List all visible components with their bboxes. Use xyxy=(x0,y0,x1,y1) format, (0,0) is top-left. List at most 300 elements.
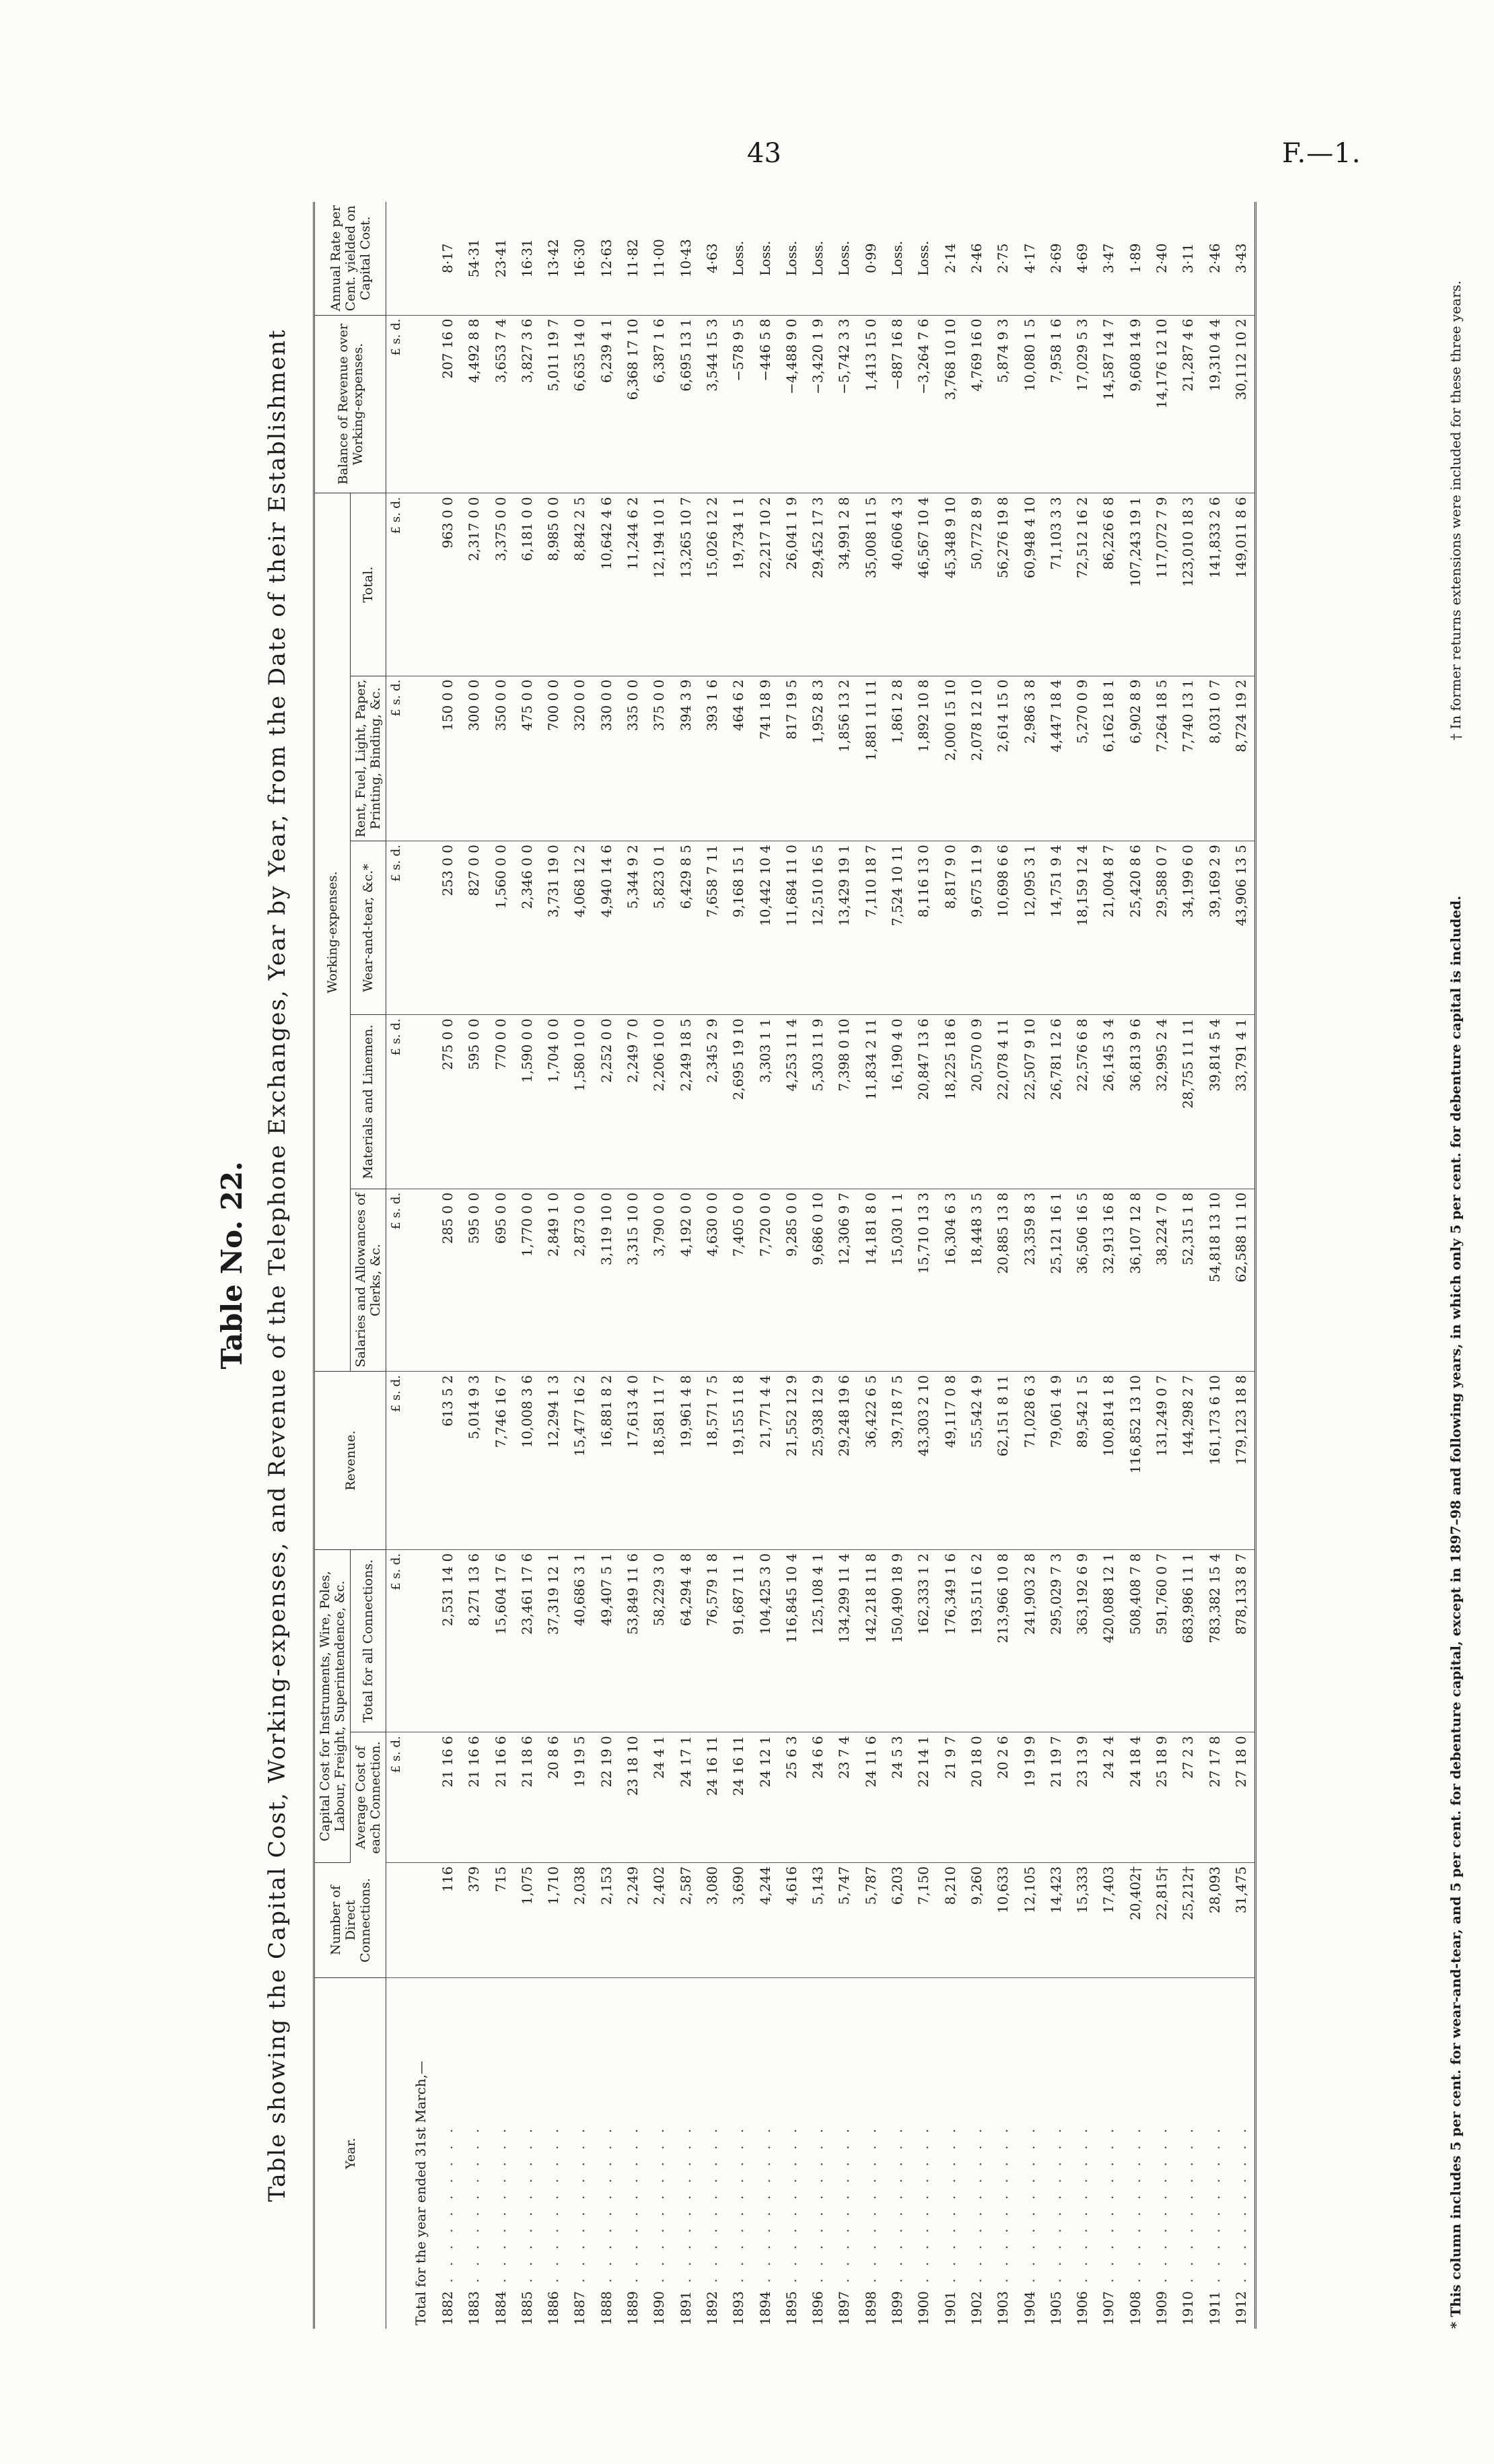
year-label: 1898 xyxy=(862,2291,879,2325)
year-cell xyxy=(937,1978,964,2329)
balance-cell: −3,420 1 9 xyxy=(805,315,831,493)
rent-cell: 817 19 5 xyxy=(779,676,805,841)
year-label: 1893 xyxy=(730,2291,747,2325)
avg-cost-cell: 24 16 11 xyxy=(699,1732,725,1863)
rent-cell: 1,952 8 3 xyxy=(805,676,831,841)
revenue-cell: 18,581 11 7 xyxy=(646,1372,672,1550)
year-cell xyxy=(1202,1978,1228,2329)
rent-cell: 1,881 11 11 xyxy=(858,676,884,841)
salaries-cell: 1,770 0 0 xyxy=(514,1189,540,1371)
year-cell xyxy=(620,1978,646,2329)
rate-cell: 4·69 xyxy=(1069,202,1096,315)
rent-cell: 1,861 2 8 xyxy=(884,676,911,841)
footnote-star: * This column includes 5 per cent. for wear-and-tear, and 5 per cent. for debenture capital, except in 1897–98 and following years, in which only 5 per cent. for debenture capital is included. xyxy=(1448,895,1464,2329)
connections-cell: 14,423 xyxy=(1043,1863,1069,1978)
avg-cost-cell: 24 5 3 xyxy=(884,1732,911,1863)
salaries-cell: 15,710 13 3 xyxy=(911,1189,937,1371)
leader-dots: . . . . . . . . . . xyxy=(915,2124,932,2292)
avg-cost-cell: 25 6 3 xyxy=(779,1732,805,1863)
rate-cell: 2·14 xyxy=(937,202,964,315)
total-cell: 40,606 4 3 xyxy=(884,493,911,676)
capital-total-cell: 104,425 3 0 xyxy=(752,1549,779,1732)
table-row xyxy=(567,202,593,2329)
revenue-cell: 116,852 13 10 xyxy=(1123,1372,1149,1550)
table-row xyxy=(858,202,884,2329)
total-all-header: Total for all Connections. xyxy=(351,1549,386,1732)
year-label: 1888 xyxy=(598,2291,614,2325)
balance-cell: 3,653 7 4 xyxy=(488,315,514,493)
capital-total-cell: 683,986 11 1 xyxy=(1175,1549,1201,1732)
avg-cost-cell: 23 7 4 xyxy=(831,1732,857,1863)
connections-cell: 1,075 xyxy=(514,1863,540,1978)
rate-cell: Loss. xyxy=(884,202,911,315)
year-label: 1905 xyxy=(1047,2291,1064,2325)
connections-cell: 2,402 xyxy=(646,1863,672,1978)
wear-cell: 4,068 12 2 xyxy=(567,841,593,1015)
connections-cell: 379 xyxy=(461,1863,487,1978)
materials-cell: 16,190 4 0 xyxy=(884,1015,911,1189)
connections-cell: 15,333 xyxy=(1069,1863,1096,1978)
salaries-cell: 9,686 0 10 xyxy=(805,1189,831,1371)
year-label: 1882 xyxy=(439,2291,456,2325)
salaries-cell: 32,913 16 8 xyxy=(1096,1189,1122,1371)
revenue-header: Revenue. xyxy=(314,1372,386,1550)
rent-cell: 700 0 0 xyxy=(540,676,567,841)
salaries-cell: 3,119 10 0 xyxy=(594,1189,620,1371)
rent-cell: 5,270 0 9 xyxy=(1069,676,1096,841)
materials-cell: 2,252 0 0 xyxy=(594,1015,620,1189)
wear-cell: 25,420 8 6 xyxy=(1123,841,1149,1015)
materials-cell: 22,507 9 10 xyxy=(1017,1015,1043,1189)
leader-dots: . . . . . . . . . . xyxy=(941,2124,958,2292)
salaries-cell: 62,588 11 10 xyxy=(1228,1189,1256,1371)
wear-cell: 12,095 3 1 xyxy=(1017,841,1043,1015)
rate-cell: 4·17 xyxy=(1017,202,1043,315)
leader-dots: . . . . . . . . . . xyxy=(466,2124,483,2292)
year-cell xyxy=(752,1978,779,2329)
revenue-cell: 49,117 0 8 xyxy=(937,1372,964,1550)
avg-cost-cell: 21 16 6 xyxy=(488,1732,514,1863)
connections-cell: 17,403 xyxy=(1096,1863,1122,1978)
balance-cell: −887 16 8 xyxy=(884,315,911,493)
unit-label: £ s. d. xyxy=(386,841,407,1015)
wear-cell: 29,588 0 7 xyxy=(1149,841,1175,1015)
total-cell: 60,948 4 10 xyxy=(1017,493,1043,676)
salaries-cell: 36,107 12 8 xyxy=(1123,1189,1149,1371)
year-cell xyxy=(1149,1978,1175,2329)
leader-dots: . . . . . . . . . . xyxy=(730,2124,747,2292)
total-cell: 117,072 7 9 xyxy=(1149,493,1175,676)
wear-cell: 8,116 13 0 xyxy=(911,841,937,1015)
salaries-cell: 23,359 8 3 xyxy=(1017,1189,1043,1371)
avg-cost-cell: 27 17 8 xyxy=(1202,1732,1228,1863)
balance-cell: 6,368 17 10 xyxy=(620,315,646,493)
materials-cell: 1,704 0 0 xyxy=(540,1015,567,1189)
avg-cost-cell: 21 18 6 xyxy=(514,1732,540,1863)
salaries-cell: 4,192 0 0 xyxy=(673,1189,699,1371)
salaries-cell: 595 0 0 xyxy=(461,1189,487,1371)
leader-dots: . . . . . . . . . . xyxy=(995,2124,1011,2292)
avg-cost-cell: 24 17 1 xyxy=(673,1732,699,1863)
capital-total-cell: 591,760 0 7 xyxy=(1149,1549,1175,1732)
revenue-cell: 55,542 4 9 xyxy=(964,1372,990,1550)
salaries-cell: 285 0 0 xyxy=(435,1189,461,1371)
materials-cell: 2,206 10 0 xyxy=(646,1015,672,1189)
wear-cell: 9,675 11 9 xyxy=(964,841,990,1015)
table-row xyxy=(831,202,857,2329)
rate-cell: Loss. xyxy=(752,202,779,315)
materials-cell: 2,345 2 9 xyxy=(699,1015,725,1189)
year-cell xyxy=(699,1978,725,2329)
connections-cell: 12,105 xyxy=(1017,1863,1043,1978)
rate-cell: Loss. xyxy=(725,202,752,315)
materials-cell: 4,253 11 4 xyxy=(779,1015,805,1189)
table-row xyxy=(488,202,514,2329)
balance-cell: −5,742 3 3 xyxy=(831,315,857,493)
leader-dots: . . . . . . . . . . xyxy=(968,2124,985,2292)
total-cell: 8,985 0 0 xyxy=(540,493,567,676)
year-label: 1907 xyxy=(1100,2291,1117,2325)
leader-dots: . . . . . . . . . . xyxy=(1206,2124,1223,2292)
footnote-dagger: † In former returns extensions were included for these three years. xyxy=(1448,280,1464,740)
year-label: 1901 xyxy=(941,2291,958,2325)
table-row xyxy=(752,202,779,2329)
materials-cell: 20,570 0 9 xyxy=(964,1015,990,1189)
avg-cost-cell: 21 9 7 xyxy=(937,1732,964,1863)
materials-cell: 7,398 0 10 xyxy=(831,1015,857,1189)
salaries-cell: 25,121 16 1 xyxy=(1043,1189,1069,1371)
year-cell xyxy=(805,1978,831,2329)
materials-cell: 28,755 11 11 xyxy=(1175,1015,1201,1189)
connections-cell: 20,402† xyxy=(1123,1863,1149,1978)
capital-total-cell: 176,349 1 6 xyxy=(937,1549,964,1732)
revenue-cell: 21,771 4 4 xyxy=(752,1372,779,1550)
revenue-cell: 100,814 1 8 xyxy=(1096,1372,1122,1550)
revenue-cell: 89,542 1 5 xyxy=(1069,1372,1096,1550)
balance-cell: 30,112 10 2 xyxy=(1228,315,1256,493)
leader-dots: . . . . . . . . . . xyxy=(625,2124,641,2292)
salaries-cell: 16,304 6 3 xyxy=(937,1189,964,1371)
footnotes xyxy=(1447,202,1464,2329)
connections-cell: 1,710 xyxy=(540,1863,567,1978)
year-label: 1902 xyxy=(968,2291,985,2325)
rent-cell: 1,856 13 2 xyxy=(831,676,857,841)
rate-cell: 8·17 xyxy=(435,202,461,315)
year-cell xyxy=(1043,1978,1069,2329)
year-cell xyxy=(1228,1978,1256,2329)
capital-total-cell: 15,604 17 6 xyxy=(488,1549,514,1732)
salaries-header: Salaries and Allowances of Clerks, &c. xyxy=(351,1189,386,1371)
balance-cell: 6,695 13 1 xyxy=(673,315,699,493)
revenue-cell: 12,294 1 3 xyxy=(540,1372,567,1550)
leader-dots: . . . . . . . . . . xyxy=(1047,2124,1064,2292)
avg-cost-cell: 24 2 4 xyxy=(1096,1732,1122,1863)
unit-label: £ s. d. xyxy=(386,1372,407,1550)
avg-cost-header: Average Cost of each Connection. xyxy=(351,1732,386,1863)
capital-total-cell: 64,294 4 8 xyxy=(673,1549,699,1732)
year-label: 1903 xyxy=(995,2291,1011,2325)
balance-cell: −4,488 9 0 xyxy=(779,315,805,493)
table-row xyxy=(1017,202,1043,2329)
wear-cell: 5,823 0 1 xyxy=(646,841,672,1015)
rent-cell: 375 0 0 xyxy=(646,676,672,841)
capital-total-cell: 40,686 3 1 xyxy=(567,1549,593,1732)
avg-cost-cell: 19 19 9 xyxy=(1017,1732,1043,1863)
wear-cell: 7,524 10 11 xyxy=(884,841,911,1015)
rate-cell: 54·31 xyxy=(461,202,487,315)
rent-cell: 320 0 0 xyxy=(567,676,593,841)
rent-cell: 6,162 18 1 xyxy=(1096,676,1122,841)
revenue-cell: 179,123 18 8 xyxy=(1228,1372,1256,1550)
connections-cell: 3,080 xyxy=(699,1863,725,1978)
materials-cell: 33,791 4 1 xyxy=(1228,1015,1256,1189)
connections-cell: 7,150 xyxy=(911,1863,937,1978)
balance-cell: 9,608 14 9 xyxy=(1123,315,1149,493)
capital-total-cell: 53,849 11 6 xyxy=(620,1549,646,1732)
capital-total-cell: 58,229 3 0 xyxy=(646,1549,672,1732)
capital-total-cell: 37,319 12 1 xyxy=(540,1549,567,1732)
avg-cost-cell: 19 19 5 xyxy=(567,1732,593,1863)
total-cell: 86,226 6 8 xyxy=(1096,493,1122,676)
wear-cell: 7,110 18 7 xyxy=(858,841,884,1015)
avg-cost-cell: 20 18 0 xyxy=(964,1732,990,1863)
avg-cost-cell: 25 18 9 xyxy=(1149,1732,1175,1863)
revenue-cell: 613 5 2 xyxy=(435,1372,461,1550)
total-cell: 3,375 0 0 xyxy=(488,493,514,676)
year-cell xyxy=(1175,1978,1201,2329)
year-cell xyxy=(514,1978,540,2329)
revenue-cell: 19,961 4 8 xyxy=(673,1372,699,1550)
year-label: 1904 xyxy=(1021,2291,1038,2325)
materials-cell: 20,847 13 6 xyxy=(911,1015,937,1189)
leader-dots: . . . . . . . . . . xyxy=(1232,2124,1249,2292)
leader-dots: . . . . . . . . . . xyxy=(545,2124,562,2292)
rate-cell: Loss. xyxy=(805,202,831,315)
year-label: 1911 xyxy=(1206,2291,1223,2325)
rent-cell: 464 6 2 xyxy=(725,676,752,841)
materials-cell: 26,781 12 6 xyxy=(1043,1015,1069,1189)
year-label: 1908 xyxy=(1127,2291,1143,2325)
avg-cost-cell: 23 18 10 xyxy=(620,1732,646,1863)
revenue-cell: 39,718 7 5 xyxy=(884,1372,911,1550)
revenue-cell: 18,571 7 5 xyxy=(699,1372,725,1550)
balance-cell: 14,587 14 7 xyxy=(1096,315,1122,493)
wear-cell: 18,159 12 4 xyxy=(1069,841,1096,1015)
total-cell: 107,243 19 1 xyxy=(1123,493,1149,676)
revenue-cell: 62,151 8 11 xyxy=(990,1372,1016,1550)
year-label: 1906 xyxy=(1074,2291,1091,2325)
year-cell xyxy=(725,1978,752,2329)
materials-cell: 595 0 0 xyxy=(461,1015,487,1189)
connections-cell: 4,616 xyxy=(779,1863,805,1978)
table-row xyxy=(884,202,911,2329)
leader-dots: . . . . . . . . . . xyxy=(783,2124,799,2292)
connections-cell: 715 xyxy=(488,1863,514,1978)
year-cell xyxy=(488,1978,514,2329)
avg-cost-cell: 27 18 0 xyxy=(1228,1732,1256,1863)
telephone-exchanges-table xyxy=(313,202,1256,2329)
year-label: 1912 xyxy=(1232,2291,1249,2325)
intro-label: Total for the year ended 31st March,— xyxy=(413,2060,429,2325)
rent-cell: 2,000 15 10 xyxy=(937,676,964,841)
table-row xyxy=(937,202,964,2329)
capital-total-cell: 878,133 8 7 xyxy=(1228,1549,1256,1732)
total-cell: 45,348 9 10 xyxy=(937,493,964,676)
connections-cell: 2,249 xyxy=(620,1863,646,1978)
salaries-cell: 2,873 0 0 xyxy=(567,1189,593,1371)
rate-cell: Loss. xyxy=(911,202,937,315)
leader-dots: . . . . . . . . . . xyxy=(756,2124,773,2292)
wear-cell: 10,698 6 6 xyxy=(990,841,1016,1015)
balance-cell: 1,413 15 0 xyxy=(858,315,884,493)
total-cell: 6,181 0 0 xyxy=(514,493,540,676)
materials-cell: 770 0 0 xyxy=(488,1015,514,1189)
rate-cell: Loss. xyxy=(831,202,857,315)
rent-cell: 4,447 18 4 xyxy=(1043,676,1069,841)
rate-cell: 3·43 xyxy=(1228,202,1256,315)
rate-cell: 11·00 xyxy=(646,202,672,315)
year-label: 1886 xyxy=(545,2291,562,2325)
year-cell xyxy=(990,1978,1016,2329)
unit-label: £ s. d. xyxy=(386,315,407,493)
wear-cell: 3,731 19 0 xyxy=(540,841,567,1015)
unit-row xyxy=(386,202,407,2329)
capital-total-cell: 23,461 17 6 xyxy=(514,1549,540,1732)
table-number: Table No. 22. xyxy=(215,1161,248,1370)
wear-cell: 43,906 13 5 xyxy=(1228,841,1256,1015)
wear-cell: 14,751 9 4 xyxy=(1043,841,1069,1015)
materials-cell: 1,590 0 0 xyxy=(514,1015,540,1189)
total-cell: 963 0 0 xyxy=(435,493,461,676)
capital-total-cell: 295,029 7 3 xyxy=(1043,1549,1069,1732)
year-label: 1894 xyxy=(756,2291,773,2325)
rate-cell: 10·43 xyxy=(673,202,699,315)
year-cell xyxy=(1017,1978,1043,2329)
capital-total-cell: 142,218 11 8 xyxy=(858,1549,884,1732)
table-row xyxy=(594,202,620,2329)
avg-cost-cell: 24 12 1 xyxy=(752,1732,779,1863)
balance-cell: 21,287 4 6 xyxy=(1175,315,1201,493)
intro-row xyxy=(406,202,435,2329)
leader-dots: . . . . . . . . . . xyxy=(1074,2124,1091,2292)
connections-cell: 2,038 xyxy=(567,1863,593,1978)
capital-total-cell: 783,382 15 4 xyxy=(1202,1549,1228,1732)
year-cell xyxy=(884,1978,911,2329)
total-cell: 123,010 18 3 xyxy=(1175,493,1201,676)
materials-cell: 1,580 10 0 xyxy=(567,1015,593,1189)
rent-cell: 7,264 18 5 xyxy=(1149,676,1175,841)
materials-cell: 39,814 5 4 xyxy=(1202,1015,1228,1189)
connections-cell: 2,587 xyxy=(673,1863,699,1978)
rent-cell: 335 0 0 xyxy=(620,676,646,841)
connections-cell: 3,690 xyxy=(725,1863,752,1978)
avg-cost-cell: 21 19 7 xyxy=(1043,1732,1069,1863)
rent-cell: 6,902 8 9 xyxy=(1123,676,1149,841)
year-cell xyxy=(1069,1978,1096,2329)
balance-cell: 3,768 10 10 xyxy=(937,315,964,493)
capital-total-cell: 162,333 1 2 xyxy=(911,1549,937,1732)
leader-dots: . . . . . . . . . . xyxy=(571,2124,588,2292)
total-cell: 29,452 17 3 xyxy=(805,493,831,676)
year-cell xyxy=(779,1978,805,2329)
wear-cell: 1,560 0 0 xyxy=(488,841,514,1015)
total-cell: 19,734 1 1 xyxy=(725,493,752,676)
revenue-cell: 15,477 16 2 xyxy=(567,1372,593,1550)
balance-header: Balance of Revenue over Working-expenses. xyxy=(314,315,386,493)
table-row xyxy=(1123,202,1149,2329)
rate-cell: 16·30 xyxy=(567,202,593,315)
rent-cell: 7,740 13 1 xyxy=(1175,676,1201,841)
rate-cell: 12·63 xyxy=(594,202,620,315)
total-cell: 141,833 2 6 xyxy=(1202,493,1228,676)
rent-cell: 350 0 0 xyxy=(488,676,514,841)
capital-total-cell: 116,845 10 4 xyxy=(779,1549,805,1732)
materials-cell: 22,576 6 8 xyxy=(1069,1015,1096,1189)
balance-cell: 5,874 9 3 xyxy=(990,315,1016,493)
page-reference: F.—1. xyxy=(1282,138,1361,169)
avg-cost-cell: 24 18 4 xyxy=(1123,1732,1149,1863)
table-row xyxy=(461,202,487,2329)
avg-cost-cell: 21 16 6 xyxy=(461,1732,487,1863)
table-row xyxy=(805,202,831,2329)
table-row xyxy=(673,202,699,2329)
salaries-cell: 20,885 13 8 xyxy=(990,1189,1016,1371)
salaries-cell: 9,285 0 0 xyxy=(779,1189,805,1371)
year-label: 1887 xyxy=(571,2291,588,2325)
capital-total-cell: 363,192 6 9 xyxy=(1069,1549,1096,1732)
year-label: 1895 xyxy=(783,2291,799,2325)
capital-total-cell: 91,687 11 1 xyxy=(725,1549,752,1732)
rent-cell: 300 0 0 xyxy=(461,676,487,841)
total-cell: 11,244 6 2 xyxy=(620,493,646,676)
wear-cell: 7,658 7 11 xyxy=(699,841,725,1015)
balance-cell: 14,176 12 10 xyxy=(1149,315,1175,493)
materials-cell: 36,813 9 6 xyxy=(1123,1015,1149,1189)
materials-cell: 275 0 0 xyxy=(435,1015,461,1189)
capital-total-cell: 241,903 2 8 xyxy=(1017,1549,1043,1732)
materials-cell: 3,303 1 1 xyxy=(752,1015,779,1189)
avg-cost-cell: 24 4 1 xyxy=(646,1732,672,1863)
salaries-cell: 2,849 1 0 xyxy=(540,1189,567,1371)
avg-cost-cell: 21 16 6 xyxy=(435,1732,461,1863)
total-cell: 149,011 8 6 xyxy=(1228,493,1256,676)
leader-dots: . . . . . . . . . . xyxy=(836,2124,853,2292)
wear-cell: 8,817 9 0 xyxy=(937,841,964,1015)
rent-cell: 1,892 10 8 xyxy=(911,676,937,841)
materials-cell: 11,834 2 11 xyxy=(858,1015,884,1189)
materials-cell: 18,225 18 6 xyxy=(937,1015,964,1189)
year-cell xyxy=(831,1978,857,2329)
revenue-cell: 19,155 11 8 xyxy=(725,1372,752,1550)
unit-label: £ s. d. xyxy=(386,1015,407,1189)
revenue-cell: 10,008 3 6 xyxy=(514,1372,540,1550)
leader-dots: . . . . . . . . . . xyxy=(889,2124,906,2292)
rotated-table-page xyxy=(188,155,1494,2376)
total-cell: 12,194 10 1 xyxy=(646,493,672,676)
year-cell xyxy=(567,1978,593,2329)
revenue-cell: 25,938 12 9 xyxy=(805,1372,831,1550)
balance-cell: 207 16 0 xyxy=(435,315,461,493)
wear-cell: 827 0 0 xyxy=(461,841,487,1015)
wear-cell: 4,940 14 6 xyxy=(594,841,620,1015)
rent-header: Rent, Fuel, Light, Paper, Printing, Binding, &c. xyxy=(351,676,386,841)
salaries-cell: 695 0 0 xyxy=(488,1189,514,1371)
table-row xyxy=(911,202,937,2329)
rate-cell: 13·42 xyxy=(540,202,567,315)
connections-cell: 28,093 xyxy=(1202,1863,1228,1978)
balance-cell: −3,264 7 6 xyxy=(911,315,937,493)
revenue-cell: 16,881 8 2 xyxy=(594,1372,620,1550)
